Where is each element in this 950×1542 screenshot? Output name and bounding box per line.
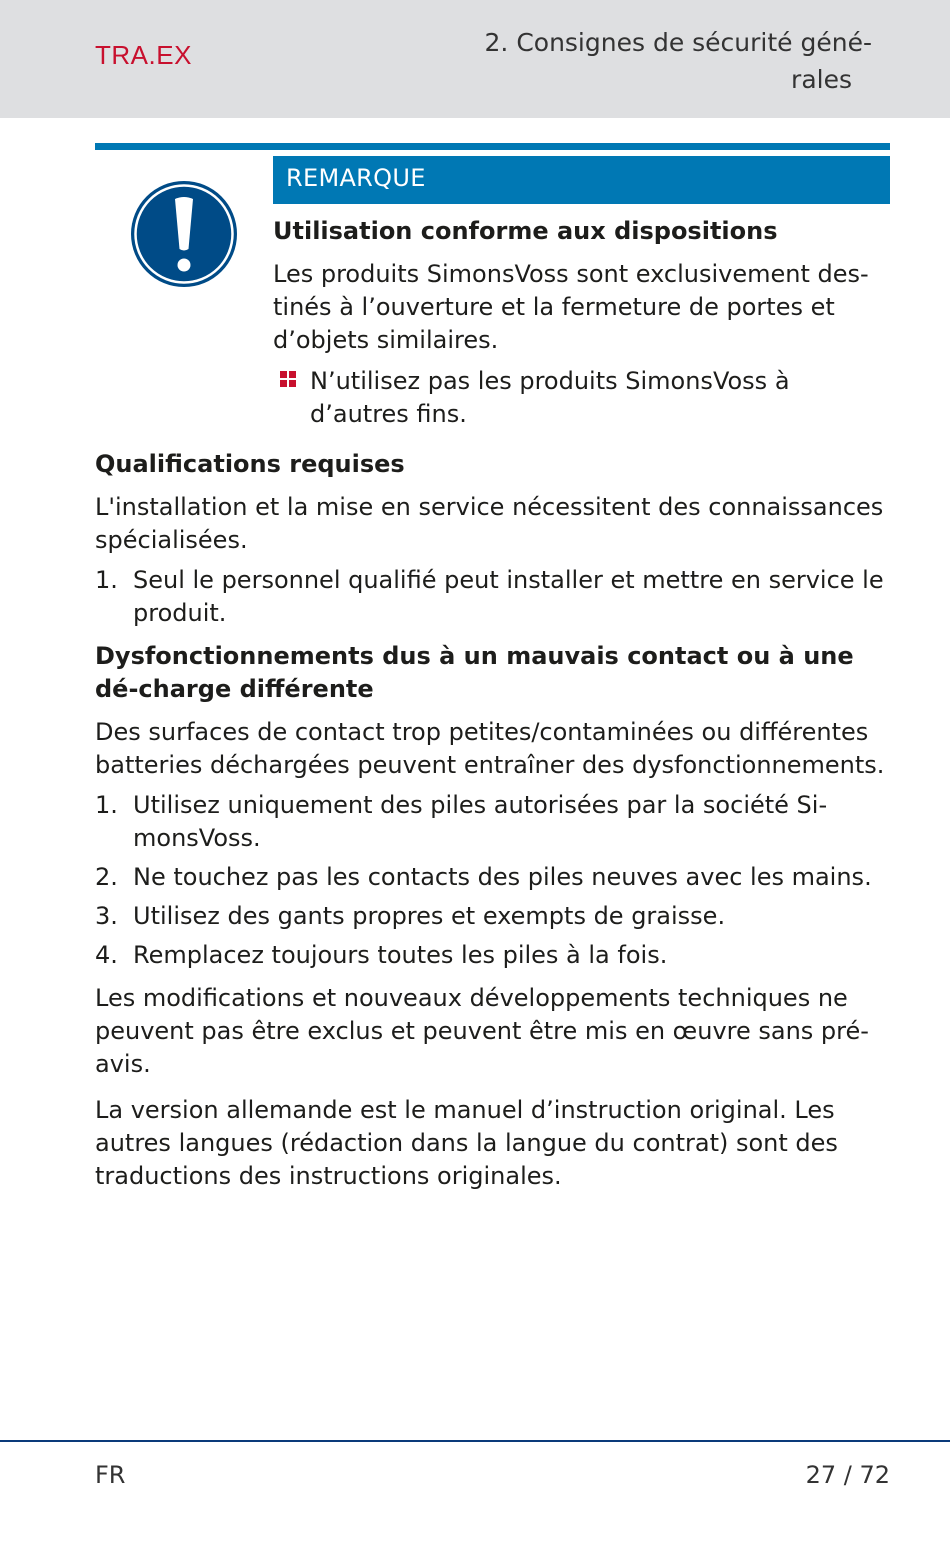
list-item [95,789,890,855]
list-item [95,900,890,933]
notice-banner [273,156,890,204]
step-number: 3. [95,902,118,930]
notice-title: Utilisation conforme aux dispositions [273,217,778,245]
square-bullet-icon [280,371,296,387]
malfunctions-heading: Dysfonctionnements dus à un mauvais contact ou à une dé-charge différente [95,642,854,703]
qualifications-heading: Qualifications requises [95,450,405,478]
step-text: Ne touchez pas les contacts des piles neuves avec les mains. [133,863,872,891]
chapter-title [472,24,872,98]
main-content [95,448,890,1200]
notice-body [273,214,890,431]
footer-language: FR [95,1461,126,1489]
notice-text: Les produits SimonsVoss sont exclusivement des-tinés à l’ouverture et la fermeture de portes et d’objets similaires. [273,260,869,354]
list-item [95,564,890,630]
step-text: Utilisez des gants propres et exempts de graisse. [133,902,726,930]
step-number: 2. [95,863,118,891]
step-text: Seul le personnel qualifié peut installer et mettre en service le produit. [133,566,884,627]
chapter-title-line1: 2. Consignes de sécurité géné- [484,28,872,57]
page-number: 27 / 72 [805,1461,890,1489]
notice-top-rule [95,143,890,150]
page-header [0,0,950,118]
footer-rule [0,1440,950,1442]
brand-label: TRA.EX [95,40,192,70]
malfunctions-text: Des surfaces de contact trop petites/contaminées ou différentes batteries déchargées peuvent entraîner des dysfonctionnements. [95,718,885,779]
list-item [95,939,890,972]
step-text: Remplacez toujours toutes les piles à la fois. [133,941,668,969]
qualifications-steps [95,564,890,630]
malfunctions-steps [95,789,890,972]
step-number: 1. [95,566,118,594]
closing-paragraph-1: Les modifications et nouveaux développements techniques ne peuvent pas être exclus et peuvent être mis en œuvre sans pré-avis. [95,984,869,1078]
notice-bullet-text: N’utilisez pas les produits SimonsVoss à d’autres fins. [310,367,790,428]
chapter-title-line2: rales [791,65,852,94]
step-number: 1. [95,791,118,819]
list-item [95,861,890,894]
notice-bullet [273,365,890,431]
exclamation-icon [130,180,238,288]
notice-label: REMARQUE [286,164,426,192]
step-number: 4. [95,941,118,969]
qualifications-text: L'installation et la mise en service nécessitent des connaissances spécialisées. [95,493,884,554]
closing-paragraph-2: La version allemande est le manuel d’instruction original. Les autres langues (rédaction dans la langue du contrat) sont des traductions des instructions originales. [95,1096,838,1190]
step-text: Utilisez uniquement des piles autorisées par la société Si-monsVoss. [133,791,828,852]
